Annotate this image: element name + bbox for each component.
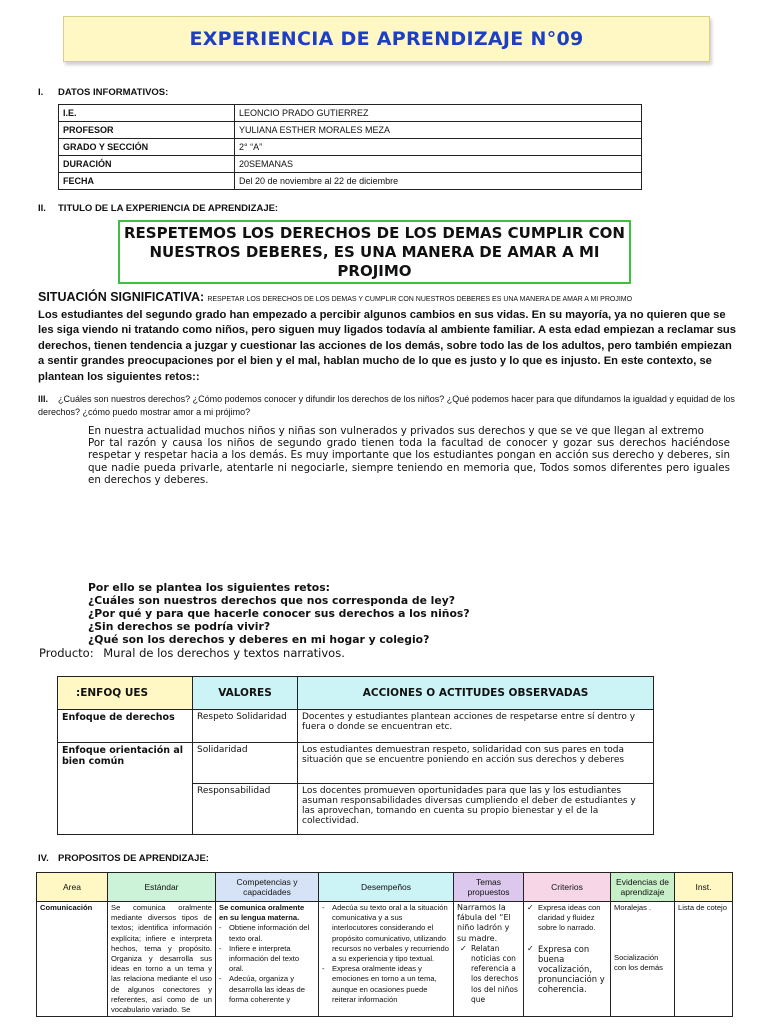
datos-table [58, 104, 642, 190]
section-3 [38, 393, 738, 418]
evidencias-cell [611, 902, 675, 1017]
page-title: EXPERIENCIA DE APRENDIZAJE N°09 [63, 16, 710, 62]
situacion-label: SITUACIÓN SIGNIFICATIVA: [38, 290, 205, 304]
desempenos-cell [319, 902, 454, 1017]
enfoques-header-row [58, 677, 654, 710]
enfoques-row [58, 710, 654, 743]
header-competencias: Competencias y capacidades [216, 873, 319, 902]
criterio-item: ✓ Expresa ideas con claridad y fluidez sobre lo narrado. [538, 903, 607, 934]
area-cell: Comunicación [37, 902, 108, 1017]
datos-key: PROFESOR [59, 122, 235, 139]
retos-intro: Por ello se plantea los siguientes retos: [88, 581, 330, 594]
enfoques-row [58, 743, 654, 784]
capacidad-item: - Obtiene información del texto oral. [227, 923, 315, 943]
enfoques-table [57, 676, 654, 835]
reto-item: ¿Qué son los derechos y deberes en mi hogar y colegio? [88, 633, 430, 646]
datos-value: 2° “A” [235, 139, 642, 156]
reto-item: ¿Sin derechos se podría vivir? [88, 620, 271, 633]
header-evidencias: Evidencias de aprendizaje [611, 873, 675, 902]
enfoques-header-enfoques: :ENFOQ UES [58, 677, 193, 710]
producto-value: Mural de los derechos y textos narrativos. [103, 646, 345, 660]
evidencia-item: Socialización con los demás [614, 953, 663, 973]
datos-value: Del 20 de noviembre al 22 de diciembre [235, 173, 642, 190]
context-paragraphs [88, 425, 730, 486]
situacion-significativa [38, 290, 738, 385]
section-2-heading [38, 203, 278, 214]
reto-item: ¿Cuáles son nuestros derechos que nos corresponda de ley? [88, 594, 455, 607]
desempenos-list [322, 903, 450, 1005]
accion-cell: Docentes y estudiantes plantean acciones de respetarse entre sí dentro y fuera o donde se encuentran etc. [298, 710, 654, 743]
datos-key: GRADO Y SECCIÓN [59, 139, 235, 156]
section-2-number: II. [38, 203, 46, 214]
enfoques-header-acciones: ACCIONES O ACTITUDES OBSERVADAS [298, 677, 654, 710]
competencias-cell [216, 902, 319, 1017]
estandar-cell: Se comunica oralmente mediante diversos tipos de textos; identifica información explícita; infiere e interpreta hechos, tema y propósito. Organiza y desarrolla sus ideas en torno a un tema y las relaciona mediante el uso de algunos conectores y referentes, así como de un vocabulario variado. Se [108, 902, 216, 1017]
section-4-number: IV. [38, 853, 49, 864]
accion-cell: Los docentes promueven oportunidades para que las y los estudiantes asuman responsabilidades diversas cumpliendo el deber de estudiantes y las aprovechan, tomando en cuenta su propio bienestar y el de la colectividad. [298, 784, 654, 835]
retos-list [88, 581, 728, 646]
section-4-heading [38, 853, 209, 864]
datos-row [59, 156, 642, 173]
datos-value: LEONCIO PRADO GUTIERREZ [235, 105, 642, 122]
datos-value: YULIANA ESTHER MORALES MEZA [235, 122, 642, 139]
section-3-number: III. [38, 394, 49, 404]
temas-check-item: ✓ Relatan noticias con referencia a los derechos los del niños que [471, 944, 520, 1005]
competencia-title: Se comunica oralmente en su lengua materna. [219, 903, 305, 923]
situacion-inline-title: RESPETAR LOS DERECHOS DE LOS DEMAS Y CUMPLIR CON NUESTROS DEBERES ES UNA MANERA DE AMAR A MI PROJIMO [207, 296, 633, 303]
section-1-label: DATOS INFORMATIVOS: [58, 87, 169, 98]
section-1-number: I. [38, 87, 44, 98]
criterios-list [527, 903, 607, 995]
desempeno-item: - Adecúa su texto oral a la situación comunicativa y a sus interlocutores considerando el propósito comunicativo, utilizando recursos no verbales y recurriendo a su experiencia y tipo textual. [330, 903, 450, 964]
datos-key: FECHA [59, 173, 235, 190]
situacion-text: Los estudiantes del segundo grado han empezado a percibir algunos cambios en sus vidas. En su mayoría, ya no quieren que se les siga viendo ni tratando como niños, pero siguen muy ligados todavía al ambiente familiar. A esta edad empiezan a reclamar sus derechos, tienen tendencia a juzgar y cuestionar las acciones de los demás, sobre todo las de los adultos, pero también empiezan a sentir grandes preocupaciones por el bien y el mal, hablan mucho de lo que es justo y lo que es injusto. En este contexto, se plantean los siguientes retos:: [38, 308, 736, 383]
header-criterios: Criterios [524, 873, 611, 902]
evidencia-item: Moralejas . [614, 903, 652, 912]
header-estandar: Estándar [108, 873, 216, 902]
propositos-table [36, 872, 733, 1017]
enfoques-header-valores: VALORES [193, 677, 298, 710]
datos-row [59, 173, 642, 190]
header-desempenos: Desempeños [319, 873, 454, 902]
capacidad-item: - Infiere e interpreta información del texto oral. [227, 944, 315, 975]
enfoque-cell: Enfoque de derechos [58, 710, 193, 743]
header-temas: Temas propuestos [454, 873, 524, 902]
section-2-label: TITULO DE LA EXPERIENCIA DE APRENDIZAJE: [58, 203, 279, 214]
datos-row [59, 122, 642, 139]
accion-cell: Los estudiantes demuestran respeto, solidaridad con sus pares en toda situación que se encuentre poniendo en acción sus derechos y deberes [298, 743, 654, 784]
header-inst: Inst. [675, 873, 733, 902]
section-1-heading [38, 87, 168, 98]
temas-intro: Narramos la fábula del “El niño ladrón y su madre. [457, 903, 511, 943]
propositos-header-row [37, 873, 733, 902]
header-area: Area [37, 873, 108, 902]
producto-label: Producto: [39, 646, 94, 660]
datos-value: 20SEMANAS [235, 156, 642, 173]
capacidad-item: - Adecúa, organiza y desarrolla las ideas de forma coherente y [227, 974, 315, 1005]
datos-key: DURACIÓN [59, 156, 235, 173]
experience-title: RESPETEMOS LOS DERECHOS DE LOS DEMAS CUMPLIR CON NUESTROS DEBERES, ES UNA MANERA DE AMAR A MI PROJIMO [118, 220, 631, 284]
temas-list [457, 944, 520, 1005]
producto [39, 646, 345, 660]
desempeno-item: - Expresa oralmente ideas y emociones en torno a un tema, aunque en ocasiones puede reiterar información [330, 964, 450, 1005]
section-4-label: PROPOSITOS DE APRENDIZAJE: [58, 853, 209, 864]
propositos-row [37, 902, 733, 1017]
enfoque-cell: Enfoque orientación al bien común [58, 743, 193, 835]
section-3-questions: ¿Cuáles son nuestros derechos? ¿Cómo podemos conocer y difundir los derechos de los niños? ¿Qué podemos hacer para que difundamos la igualdad y equidad de los derechos? ¿cómo puedo mostrar amor a mi prójimo? [38, 394, 735, 417]
datos-row [59, 105, 642, 122]
datos-row [59, 139, 642, 156]
inst-cell: Lista de cotejo [675, 902, 733, 1017]
capacidades-list [219, 923, 315, 1005]
valor-cell: Solidaridad [193, 743, 298, 784]
paragraph-2: Por tal razón y causa los niños de segundo grado tienen toda la facultad de conocer y gozar sus derechos haciéndose respetar y respetar hacia a los demás. Es muy importante que los estudiantes pongan en acción sus derecho y deberes, sin que nadie pueda privarle, atentarle ni negociarle, siempre teniendo en memoria que, Todos somos diferentes pero iguales en derechos y deberes. [88, 437, 730, 486]
valor-cell: Responsabilidad [193, 784, 298, 835]
datos-key: I.E. [59, 105, 235, 122]
criterio-item: ✓ Expresa con buena vocalización, pronunciación y coherencia. [538, 944, 607, 995]
temas-cell [454, 902, 524, 1017]
paragraph-1: En nuestra actualidad muchos niños y niñas son vulnerados y privados sus derechos y que se ve que llegan al extremo [88, 425, 704, 437]
reto-item: ¿Por qué y para que hacerle conocer sus derechos a los niños? [88, 607, 470, 620]
criterios-cell [524, 902, 611, 1017]
valor-cell: Respeto Solidaridad [193, 710, 298, 743]
